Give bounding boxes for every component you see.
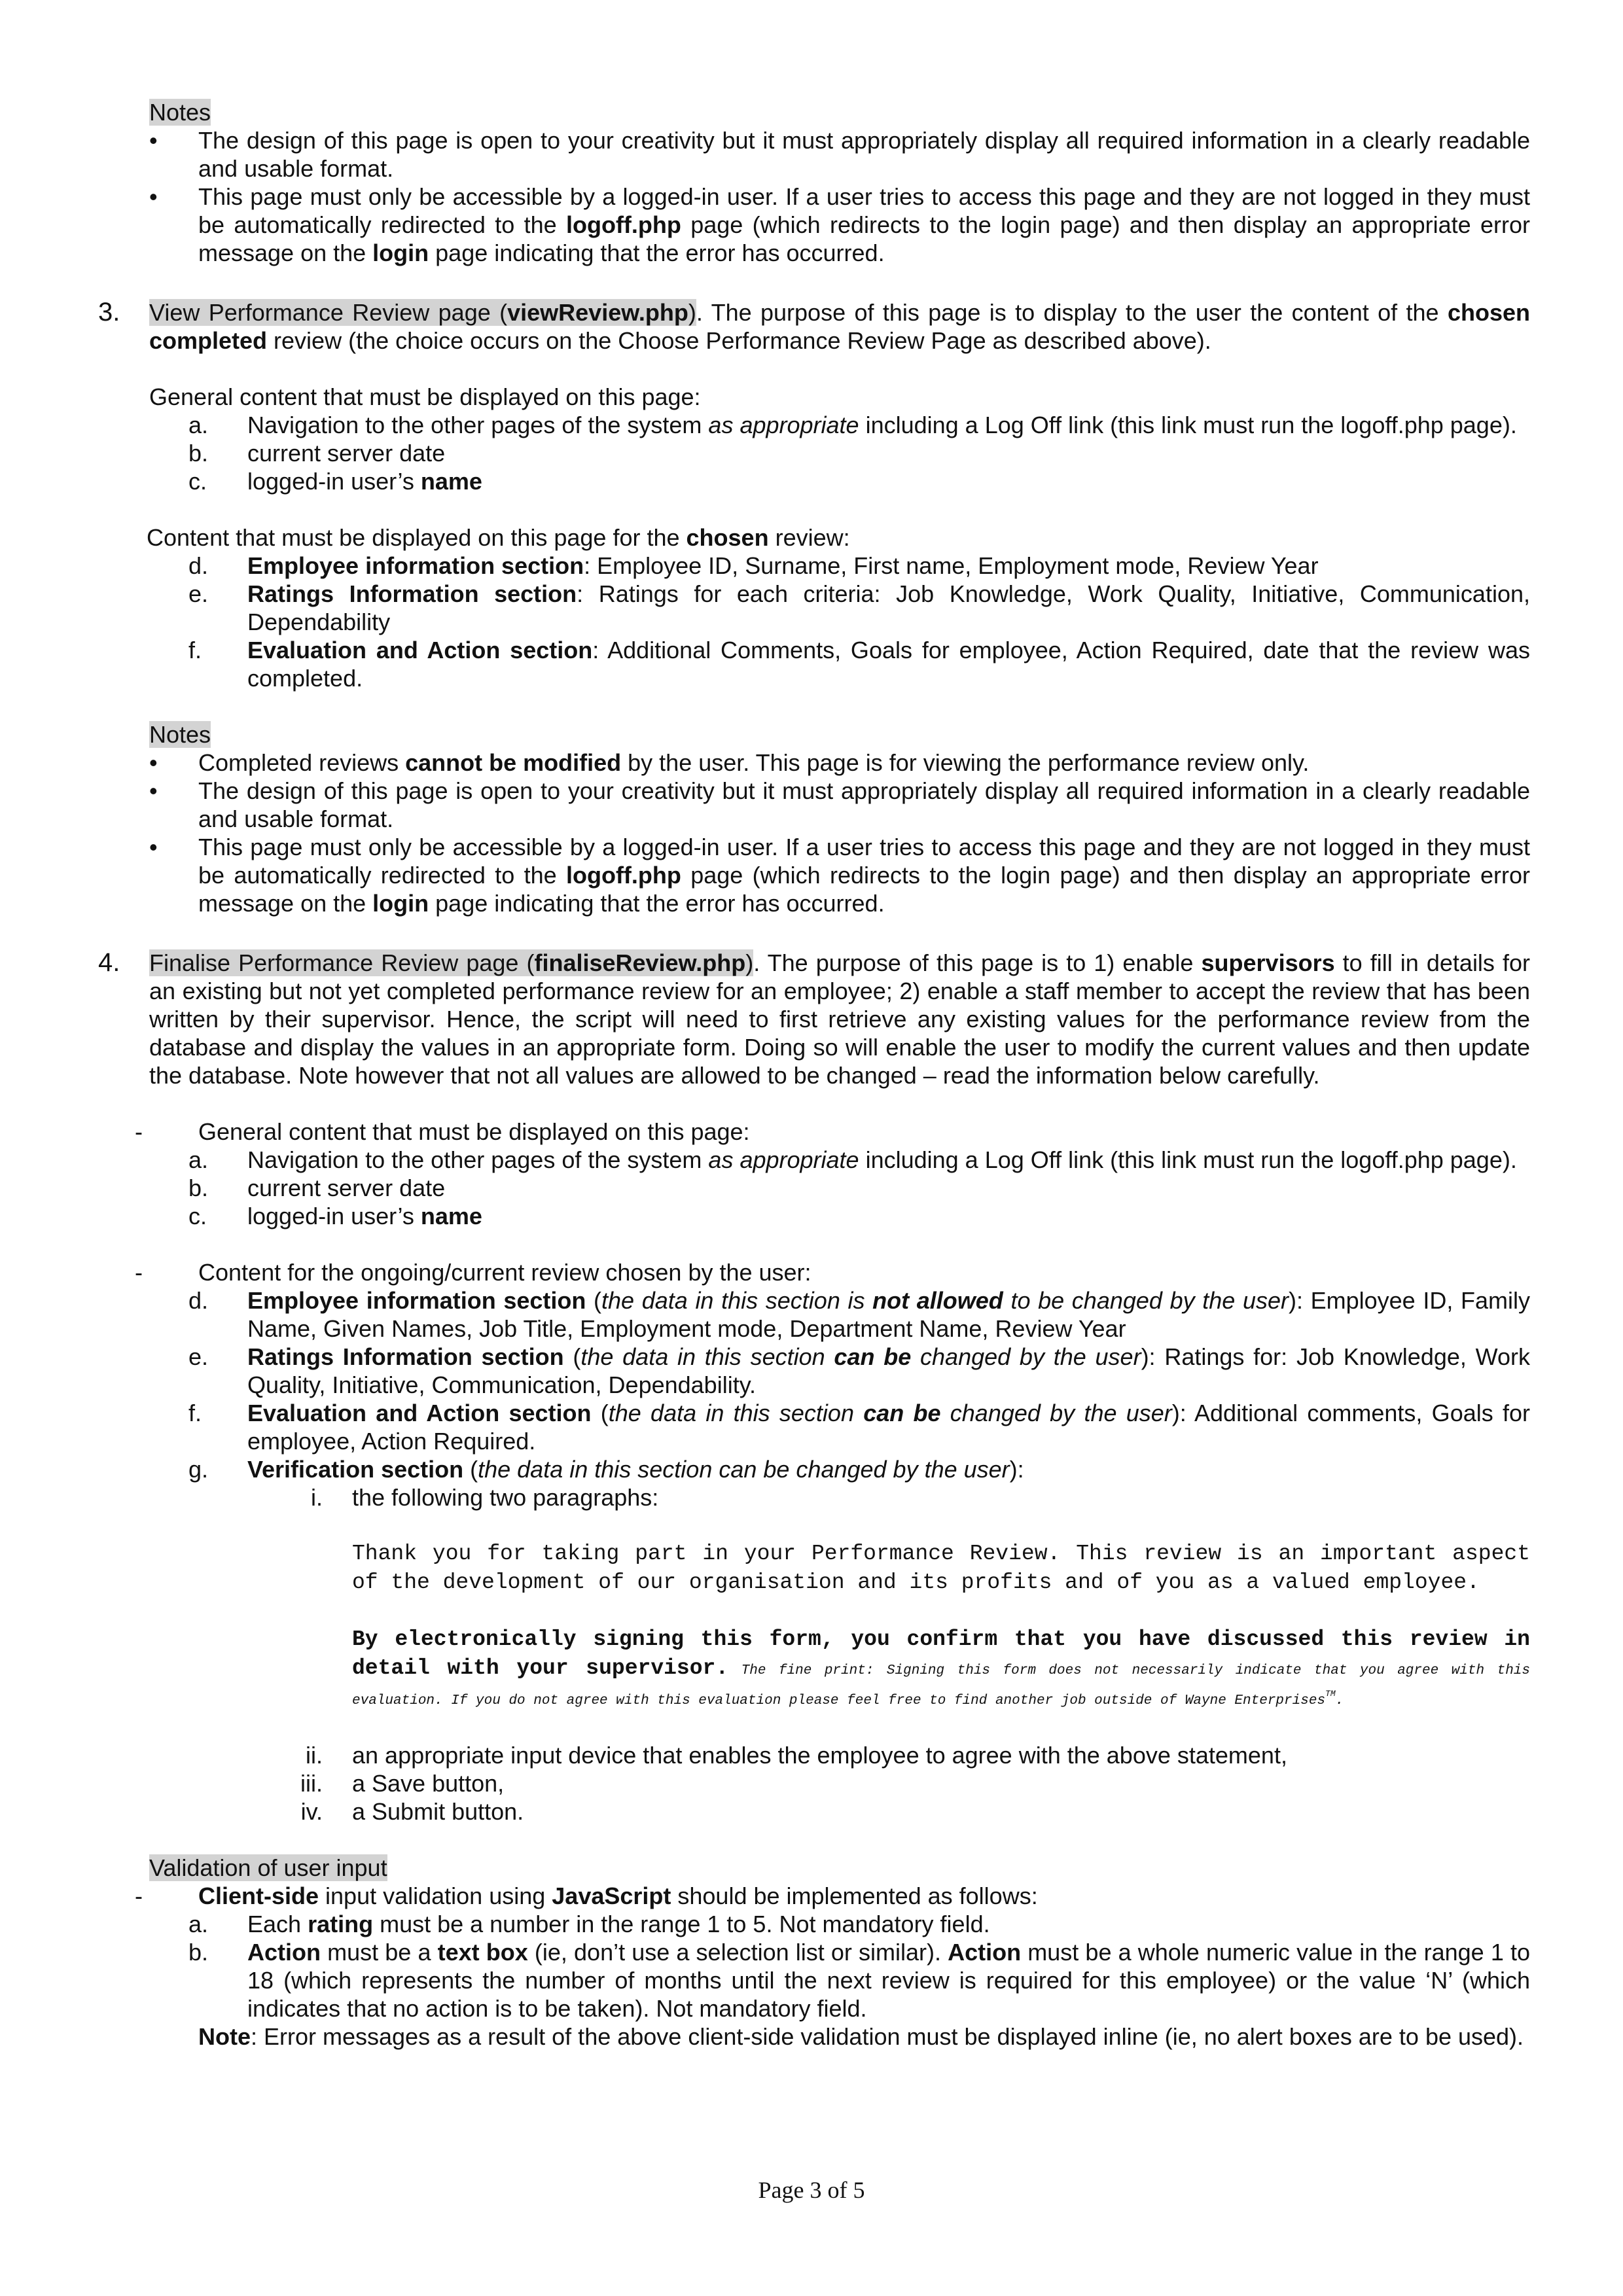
sub-list-item: ii. an appropriate input device that enables the employee to agree with the above statement, — [306, 1742, 1287, 1769]
list-item: e. Ratings Information section (the data in this section can be changed by the user): Ratings for: Job Knowledge, Work Quality, Initiative, Communication, Dependability. — [188, 1343, 1530, 1398]
verification-paragraph-2: By electronically signing this form, you confirm that you have discussed this review in detail with your supervisor. The fine print: Signing this form does not necessarily indicate that you agree with this evaluation. If you do not agree with this evaluation please feel free to find another job outside of Wayne Enterprises™. — [352, 1627, 1530, 1708]
list-item: e. Ratings Information section: Ratings for each criteria: Job Knowledge, Work Quality, Initiative, Communication, Dependability — [188, 580, 1530, 635]
section-3: 3. View Performance Review page (viewReview.php). The purpose of this page is to display to the user the content of the chosen completed review (the choice occurs on the Choose Performance Review Page as described above). — [98, 298, 1530, 354]
list-item: d. Employee information section: Employee ID, Surname, First name, Employment mode, Review Year — [188, 552, 1319, 579]
note-bullet: • The design of this page is open to your creativity but it must appropriately display all required information in a clearly readable and usable format. — [149, 777, 1530, 833]
note-bullet: • This page must only be accessible by a logged-in user. If a user tries to access this page and they are not logged in they must be automatically redirected to the logoff.php page (which redirects to the login page) and then display an appropriate error message on the login page indicating that the error has occurred. — [149, 833, 1530, 917]
list-item: b. Action must be a text box (ie, don’t use a selection list or similar). Action must be a whole numeric value in the range 1 to 18 (which represents the number of months until the next review is required for this employee) or the value ‘N’ (which indicates that no action is to be taken). Not mandatory field. — [188, 1939, 1531, 2022]
list-item: d. Employee information section (the data in this section is not allowed to be changed by the user): Employee ID, Family Name, Given Names, Job Title, Employment mode, Department Name, Review Year — [188, 1287, 1531, 1342]
section-number: 3. — [98, 298, 120, 327]
list-item: a. Each rating must be a number in the range 1 to 5. Not mandatory field. — [188, 1911, 990, 1937]
review-content-heading: - Content for the ongoing/current review chosen by the user: — [135, 1259, 812, 1286]
list-item: b. current server date — [188, 1174, 446, 1201]
list-item: a. Navigation to the other pages of the system as appropriate including a Log Off link (this link must run the logoff.php page). — [188, 412, 1517, 438]
sub-list-item: i. the following two paragraphs: — [311, 1484, 659, 1511]
notes-heading: Notes — [149, 721, 211, 748]
list-item: g. Verification section (the data in this section can be changed by the user): — [188, 1456, 1024, 1483]
list-item: c. logged-in user’s name — [188, 1203, 482, 1229]
verification-paragraph-1: Thank you for taking part in your Performance Review. This review is an important aspect of the development of our organisation and its profits and of you as a valued employee. — [352, 1542, 1530, 1595]
general-content-heading: General content that must be displayed on this page: — [149, 383, 701, 410]
validation-note: Note: Error messages as a result of the above client-side validation must be displayed inline (ie, no alert boxes are to be used). — [198, 2023, 1524, 2050]
list-item: b. current server date — [188, 440, 446, 467]
list-item: f. Evaluation and Action section (the data in this section can be changed by the user): Additional comments, Goals for employee, Action Required. — [188, 1400, 1530, 1455]
list-item: f. Evaluation and Action section: Additional Comments, Goals for employee, Action Required, date that the review was completed. — [188, 637, 1530, 692]
list-item: a. Navigation to the other pages of the system as appropriate including a Log Off link (this link must run the logoff.php page). — [188, 1146, 1517, 1173]
sub-list-item: iii. a Save button, — [300, 1770, 505, 1797]
page-footer: Page 3 of 5 — [758, 2177, 865, 2203]
list-item: c. logged-in user’s name — [188, 468, 482, 495]
note-bullet: • The design of this page is open to your creativity but it must appropriately display all required information in a clearly readable and usable format. — [149, 126, 1530, 183]
note-bullet: • Completed reviews cannot be modified by the user. This page is for viewing the performance review only. — [149, 749, 1530, 777]
section-4: 4. Finalise Performance Review page (finaliseReview.php). The purpose of this page is to 1) enable supervisors to fill in details for an existing but not yet completed performance review for an employee; 2) enable a staff member to accept the review that has been written by their supervisor. Hence, the script will need to first retrieve any existing values for the performance review from the database and display the values in an appropriate form. Doing so will enable the user to modify the current values and then update the database. Note however that not all values are allowed to be changed – read the information below carefully. — [98, 948, 1530, 1089]
client-side-heading: - Client-side input validation using JavaScript should be implemented as follows: — [135, 1882, 1038, 1909]
general-content-heading: - General content that must be displayed on this page: — [135, 1118, 750, 1145]
section-number: 4. — [98, 948, 120, 977]
chosen-content-heading: Content that must be displayed on this page for the chosen review: — [147, 524, 850, 551]
validation-heading: Validation of user input — [149, 1854, 387, 1881]
sub-list-item: iv. a Submit button. — [300, 1798, 524, 1825]
note-bullet: • This page must only be accessible by a logged-in user. If a user tries to access this page and they are not logged in they must be automatically redirected to the logoff.php page (which redirects to the login page) and then display an appropriate error message on the login page indicating that the error has occurred. — [149, 183, 1530, 267]
document-page — [98, 98, 1531, 2051]
notes-heading: Notes — [149, 99, 211, 126]
